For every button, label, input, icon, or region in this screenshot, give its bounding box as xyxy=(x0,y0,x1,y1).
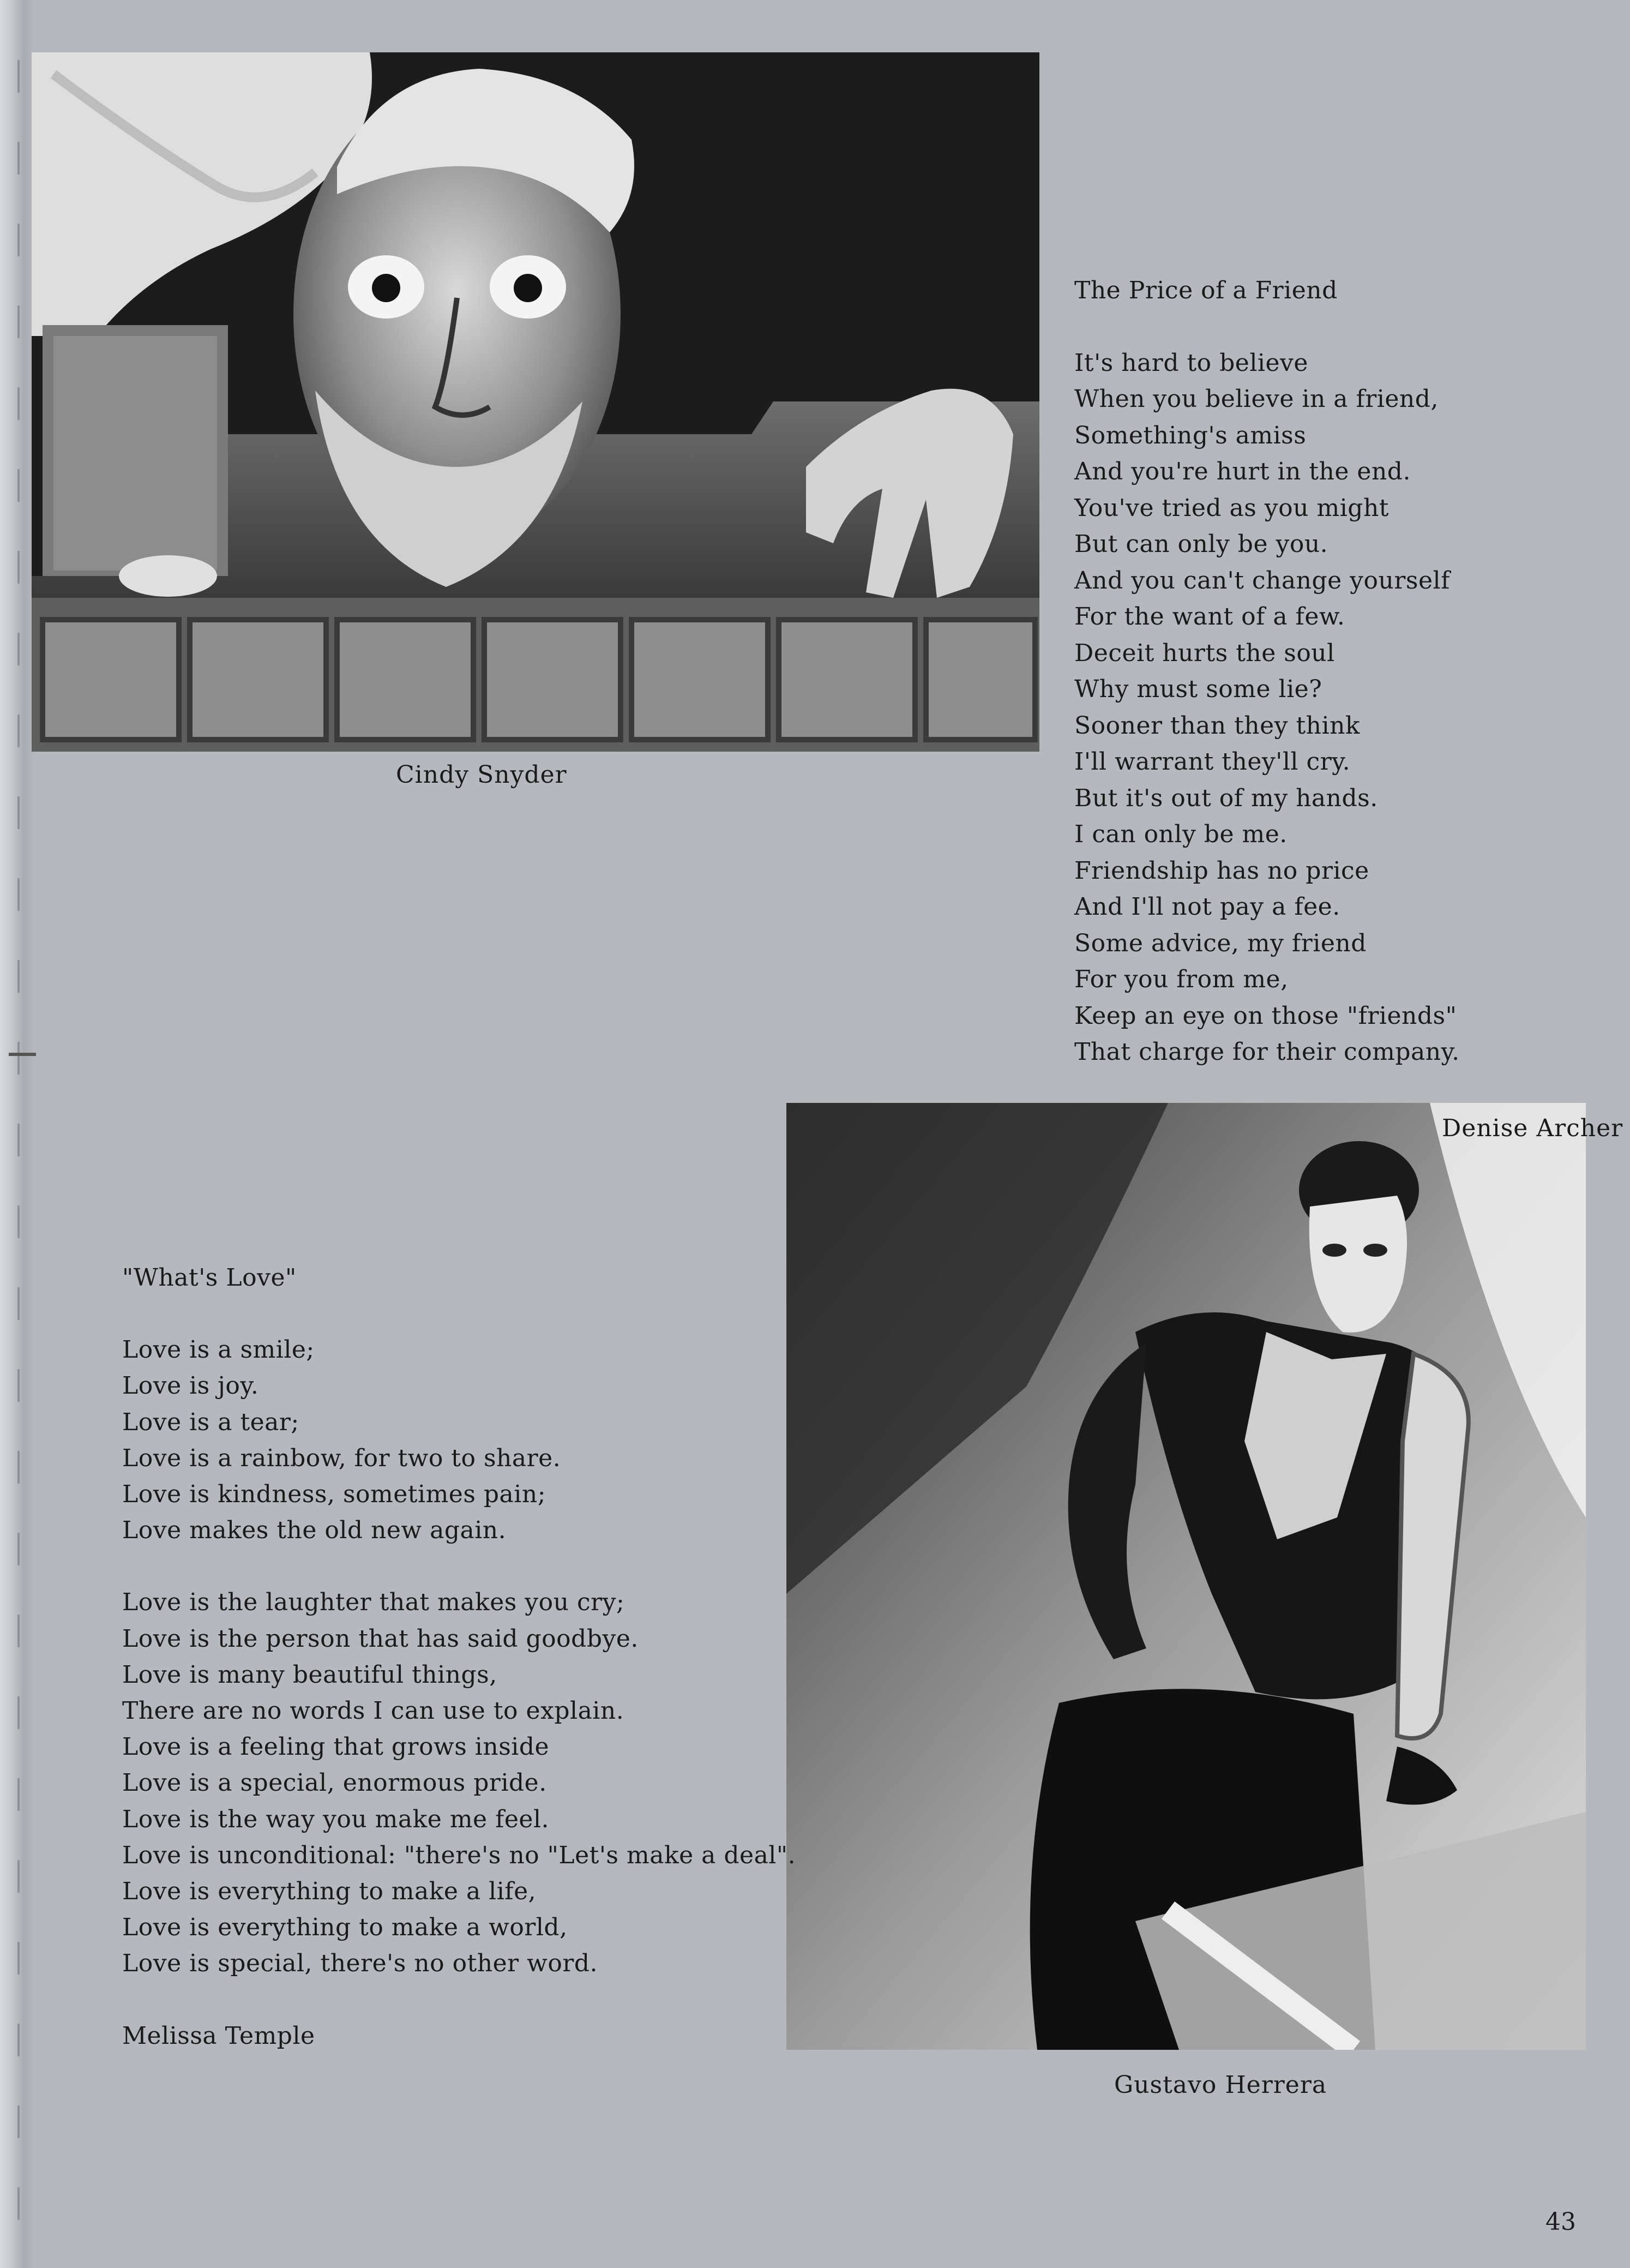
poem-line: Love is many beautiful things, xyxy=(122,1660,497,1689)
poem-line: Love is everything to make a world, xyxy=(122,1913,568,1942)
poem-line: Love is special, there's no other word. xyxy=(122,1949,598,1978)
poem-stanza-1 xyxy=(122,1332,796,1549)
poem-stanza-2 xyxy=(122,1585,796,1982)
poem-author: Melissa Temple xyxy=(122,2021,315,2050)
artwork-credit-1: Cindy Snyder xyxy=(396,761,567,789)
binding-edge xyxy=(0,0,35,2268)
poem-line: I'll warrant they'll cry. xyxy=(1074,748,1351,776)
poem-line: And you can't change yourself xyxy=(1074,566,1450,595)
poem-line: When you believe in a friend, xyxy=(1074,385,1439,413)
poem-line: Love is everything to make a life, xyxy=(122,1877,537,1906)
poem-line: Love is a feeling that grows inside xyxy=(122,1733,550,1761)
old-man-illustration xyxy=(32,52,1039,752)
artwork-old-man-drawing xyxy=(32,52,1039,752)
poem-line: Friendship has no price xyxy=(1074,856,1369,885)
poem-line: But it's out of my hands. xyxy=(1074,784,1378,812)
poem-line: Some advice, my friend xyxy=(1074,929,1367,957)
poem-line: Love is the person that has said goodbye. xyxy=(122,1624,639,1653)
poem-line: Love is a tear; xyxy=(122,1408,299,1436)
poem-line: Love is the laughter that makes you cry; xyxy=(122,1588,625,1617)
poem-line: But can only be you. xyxy=(1074,530,1328,558)
poem-whats-love xyxy=(122,1260,796,2054)
poem-line: It's hard to believe xyxy=(1074,349,1308,377)
spine-mark xyxy=(9,1053,36,1056)
poem-line: Love is kindness, sometimes pain; xyxy=(122,1480,546,1509)
poem-line: Love makes the old new again. xyxy=(122,1516,507,1545)
poem-line: Keep an eye on those "friends" xyxy=(1074,1001,1457,1030)
seated-figure-illustration xyxy=(786,1103,1586,2050)
poem-line: That charge for their company. xyxy=(1074,1038,1460,1066)
artwork-credit-2: Gustavo Herrera xyxy=(1114,2071,1327,2099)
poem-line: Love is a special, enormous pride. xyxy=(122,1769,547,1797)
poem-line: Love is a smile; xyxy=(122,1336,315,1364)
poem-line: And I'll not pay a fee. xyxy=(1074,893,1340,921)
stanza-gap xyxy=(122,1549,796,1585)
poem-line: And you're hurt in the end. xyxy=(1074,458,1411,485)
poem-line: Sooner than they think xyxy=(1074,711,1361,740)
poem-line: Love is a rainbow, for two to share. xyxy=(122,1444,561,1472)
poem-line: Deceit hurts the soul xyxy=(1074,639,1335,667)
poem-line: You've tried as you might xyxy=(1074,494,1389,522)
poem-line: Love is joy. xyxy=(122,1372,259,1400)
poem-title: The Price of a Friend xyxy=(1074,277,1338,304)
poem-price-of-a-friend xyxy=(1074,273,1460,1071)
stanza-gap xyxy=(122,1982,796,2018)
poem-line: Why must some lie? xyxy=(1074,675,1322,703)
poem-line: Something's amiss xyxy=(1074,421,1307,449)
poem-line: I can only be me. xyxy=(1074,820,1288,848)
poem-line: There are no words I can use to explain. xyxy=(122,1697,624,1725)
poem-author-denise-archer: Denise Archer xyxy=(1442,1114,1623,1142)
poem-title: "What's Love" xyxy=(122,1264,297,1292)
poem-line: For you from me, xyxy=(1074,965,1289,993)
page-number: 43 xyxy=(1545,2208,1576,2236)
poem-lines xyxy=(1074,345,1460,1071)
poem-line: Love is the way you make me feel. xyxy=(122,1805,549,1833)
poem-line: For the want of a few. xyxy=(1074,603,1345,631)
poem-line: Love is unconditional: "there's no "Let's make a deal". xyxy=(122,1841,796,1869)
binding-stitches xyxy=(17,60,20,2231)
artwork-seated-figure-drawing xyxy=(786,1103,1586,2050)
